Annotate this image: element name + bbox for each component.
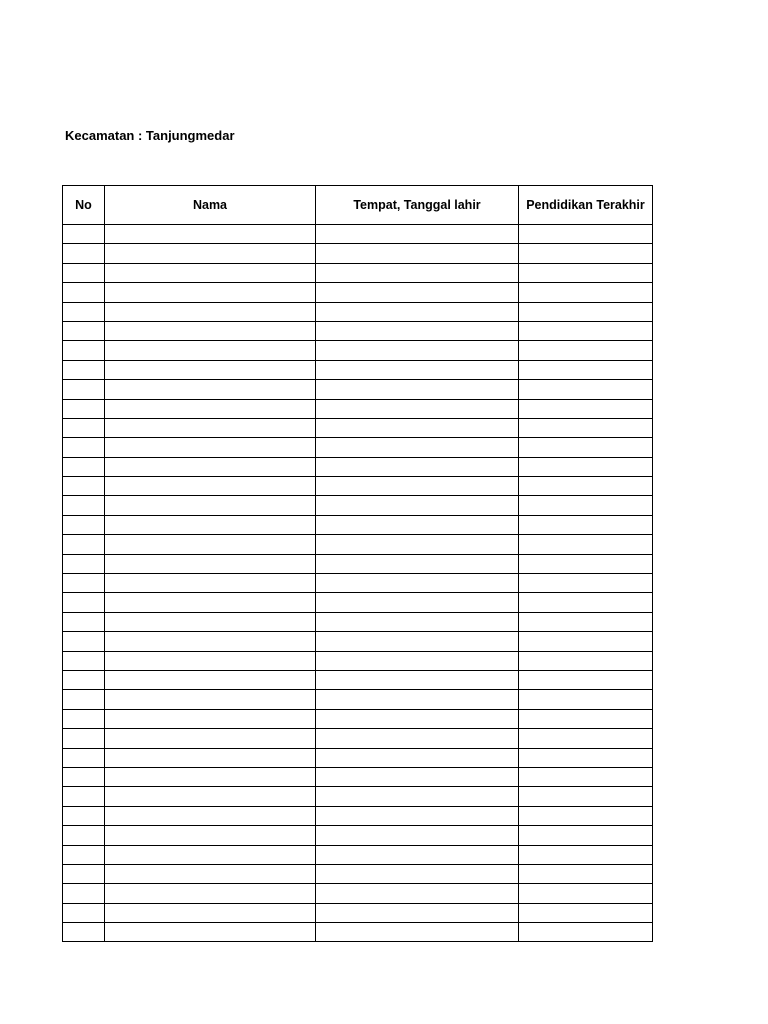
table-row <box>63 884 653 903</box>
table-cell <box>63 593 105 612</box>
table-cell <box>63 380 105 399</box>
table-cell <box>316 244 519 263</box>
table-cell <box>63 283 105 302</box>
table-cell <box>105 748 316 767</box>
table-cell <box>519 632 653 651</box>
table-cell <box>519 748 653 767</box>
table-cell <box>316 225 519 244</box>
table-cell <box>105 244 316 263</box>
table-row <box>63 554 653 573</box>
table-cell <box>63 923 105 942</box>
table-cell <box>316 787 519 806</box>
table-cell <box>316 535 519 554</box>
table-cell <box>316 418 519 437</box>
table-row <box>63 826 653 845</box>
table-body <box>63 225 653 942</box>
table-row <box>63 670 653 689</box>
table-cell <box>105 535 316 554</box>
table-cell <box>63 787 105 806</box>
table-cell <box>105 826 316 845</box>
table-cell <box>316 496 519 515</box>
table-cell <box>316 748 519 767</box>
table-cell <box>105 399 316 418</box>
table-cell <box>316 341 519 360</box>
table-row <box>63 225 653 244</box>
table-cell <box>316 806 519 825</box>
table-cell <box>105 767 316 786</box>
table-cell <box>63 903 105 922</box>
table-cell <box>316 709 519 728</box>
table-cell <box>519 263 653 282</box>
table-row <box>63 477 653 496</box>
table-row <box>63 748 653 767</box>
table-cell <box>519 767 653 786</box>
table-cell <box>105 651 316 670</box>
table-cell <box>63 651 105 670</box>
table-cell <box>105 263 316 282</box>
table-cell <box>105 341 316 360</box>
table-cell <box>105 457 316 476</box>
table-cell <box>316 651 519 670</box>
data-table <box>62 185 653 942</box>
table-cell <box>105 418 316 437</box>
table-cell <box>316 515 519 534</box>
table-cell <box>63 244 105 263</box>
table-cell <box>105 477 316 496</box>
table-cell <box>519 593 653 612</box>
table-row <box>63 360 653 379</box>
table-cell <box>105 612 316 631</box>
table-cell <box>519 806 653 825</box>
table-cell <box>63 554 105 573</box>
table-cell <box>105 302 316 321</box>
table-cell <box>519 903 653 922</box>
table-row <box>63 690 653 709</box>
column-header-no: No <box>63 186 105 225</box>
table-cell <box>316 283 519 302</box>
table-cell <box>519 341 653 360</box>
table-cell <box>105 923 316 942</box>
table-cell <box>105 438 316 457</box>
table-cell <box>105 884 316 903</box>
table-cell <box>105 574 316 593</box>
table-row <box>63 399 653 418</box>
table-cell <box>316 845 519 864</box>
table-cell <box>63 263 105 282</box>
table-cell <box>519 923 653 942</box>
table-cell <box>316 302 519 321</box>
column-header-nama: Nama <box>105 186 316 225</box>
table-header-row <box>63 186 653 225</box>
table-cell <box>519 535 653 554</box>
table-cell <box>316 554 519 573</box>
table-cell <box>316 360 519 379</box>
table-cell <box>519 438 653 457</box>
table-cell <box>63 767 105 786</box>
table-cell <box>316 826 519 845</box>
table-cell <box>519 380 653 399</box>
table-row <box>63 845 653 864</box>
table-row <box>63 496 653 515</box>
table-cell <box>105 283 316 302</box>
table-cell <box>63 341 105 360</box>
table-cell <box>105 225 316 244</box>
column-header-tempat-tanggal-lahir: Tempat, Tanggal lahir <box>316 186 519 225</box>
table-cell <box>63 302 105 321</box>
table-cell <box>519 670 653 689</box>
table-cell <box>63 438 105 457</box>
table-cell <box>316 263 519 282</box>
table-cell <box>519 845 653 864</box>
table-cell <box>316 690 519 709</box>
table-cell <box>63 321 105 340</box>
table-cell <box>63 806 105 825</box>
table-row <box>63 593 653 612</box>
table-cell <box>105 593 316 612</box>
table-cell <box>519 399 653 418</box>
table-cell <box>105 864 316 883</box>
table-cell <box>63 632 105 651</box>
table-cell <box>63 418 105 437</box>
table-cell <box>316 923 519 942</box>
table-cell <box>519 884 653 903</box>
table-cell <box>316 438 519 457</box>
table-cell <box>63 729 105 748</box>
table-cell <box>105 787 316 806</box>
table-cell <box>63 845 105 864</box>
table-row <box>63 418 653 437</box>
table-row <box>63 535 653 554</box>
table-cell <box>316 612 519 631</box>
table-cell <box>63 515 105 534</box>
table-cell <box>316 729 519 748</box>
table-cell <box>519 709 653 728</box>
table-cell <box>519 418 653 437</box>
table-row <box>63 515 653 534</box>
table-row <box>63 244 653 263</box>
table-cell <box>63 690 105 709</box>
table-cell <box>63 457 105 476</box>
table-cell <box>519 729 653 748</box>
table-cell <box>63 826 105 845</box>
table-cell <box>316 670 519 689</box>
table-cell <box>519 574 653 593</box>
table-row <box>63 767 653 786</box>
table-cell <box>519 651 653 670</box>
table-cell <box>316 864 519 883</box>
table-cell <box>105 729 316 748</box>
table-row <box>63 612 653 631</box>
column-header-pendidikan-terakhir: Pendidikan Terakhir <box>519 186 653 225</box>
table-row <box>63 263 653 282</box>
table-row <box>63 787 653 806</box>
table-row <box>63 341 653 360</box>
table-cell <box>63 360 105 379</box>
table-cell <box>519 477 653 496</box>
table-cell <box>519 360 653 379</box>
table-row <box>63 864 653 883</box>
table-row <box>63 302 653 321</box>
table-row <box>63 651 653 670</box>
table-cell <box>105 360 316 379</box>
table-row <box>63 903 653 922</box>
page-heading: Kecamatan : Tanjungmedar <box>65 128 235 143</box>
table-cell <box>519 787 653 806</box>
table-cell <box>63 884 105 903</box>
table-row <box>63 729 653 748</box>
table-cell <box>105 554 316 573</box>
table-cell <box>63 574 105 593</box>
table-cell <box>519 612 653 631</box>
table-cell <box>105 632 316 651</box>
table-cell <box>105 321 316 340</box>
table-row <box>63 438 653 457</box>
table-cell <box>105 380 316 399</box>
table-cell <box>316 457 519 476</box>
table-cell <box>63 670 105 689</box>
table-cell <box>316 903 519 922</box>
table-cell <box>519 864 653 883</box>
table-cell <box>519 457 653 476</box>
table-cell <box>316 477 519 496</box>
table-cell <box>105 670 316 689</box>
table-cell <box>316 399 519 418</box>
table-cell <box>316 321 519 340</box>
table-cell <box>519 554 653 573</box>
table-cell <box>316 632 519 651</box>
table-row <box>63 709 653 728</box>
table-row <box>63 380 653 399</box>
table-cell <box>63 612 105 631</box>
table-cell <box>105 496 316 515</box>
table-cell <box>316 574 519 593</box>
table-row <box>63 923 653 942</box>
table-cell <box>105 515 316 534</box>
table-cell <box>519 302 653 321</box>
table-cell <box>316 593 519 612</box>
table-row <box>63 321 653 340</box>
table-cell <box>105 903 316 922</box>
table-cell <box>63 535 105 554</box>
table-cell <box>63 496 105 515</box>
table-cell <box>63 477 105 496</box>
table-cell <box>63 748 105 767</box>
table-cell <box>519 321 653 340</box>
table-cell <box>63 709 105 728</box>
table-row <box>63 457 653 476</box>
table-cell <box>316 380 519 399</box>
table-cell <box>105 806 316 825</box>
table-cell <box>316 884 519 903</box>
table-cell <box>519 496 653 515</box>
table-cell <box>63 399 105 418</box>
table-cell <box>519 826 653 845</box>
table-cell <box>316 767 519 786</box>
table-cell <box>519 225 653 244</box>
table-cell <box>519 244 653 263</box>
table-cell <box>519 690 653 709</box>
table-row <box>63 806 653 825</box>
table-cell <box>63 864 105 883</box>
table-cell <box>105 845 316 864</box>
table-row <box>63 283 653 302</box>
table-row <box>63 574 653 593</box>
table-cell <box>105 690 316 709</box>
table-cell <box>519 283 653 302</box>
table-row <box>63 632 653 651</box>
table-cell <box>519 515 653 534</box>
table-cell <box>63 225 105 244</box>
table-cell <box>105 709 316 728</box>
